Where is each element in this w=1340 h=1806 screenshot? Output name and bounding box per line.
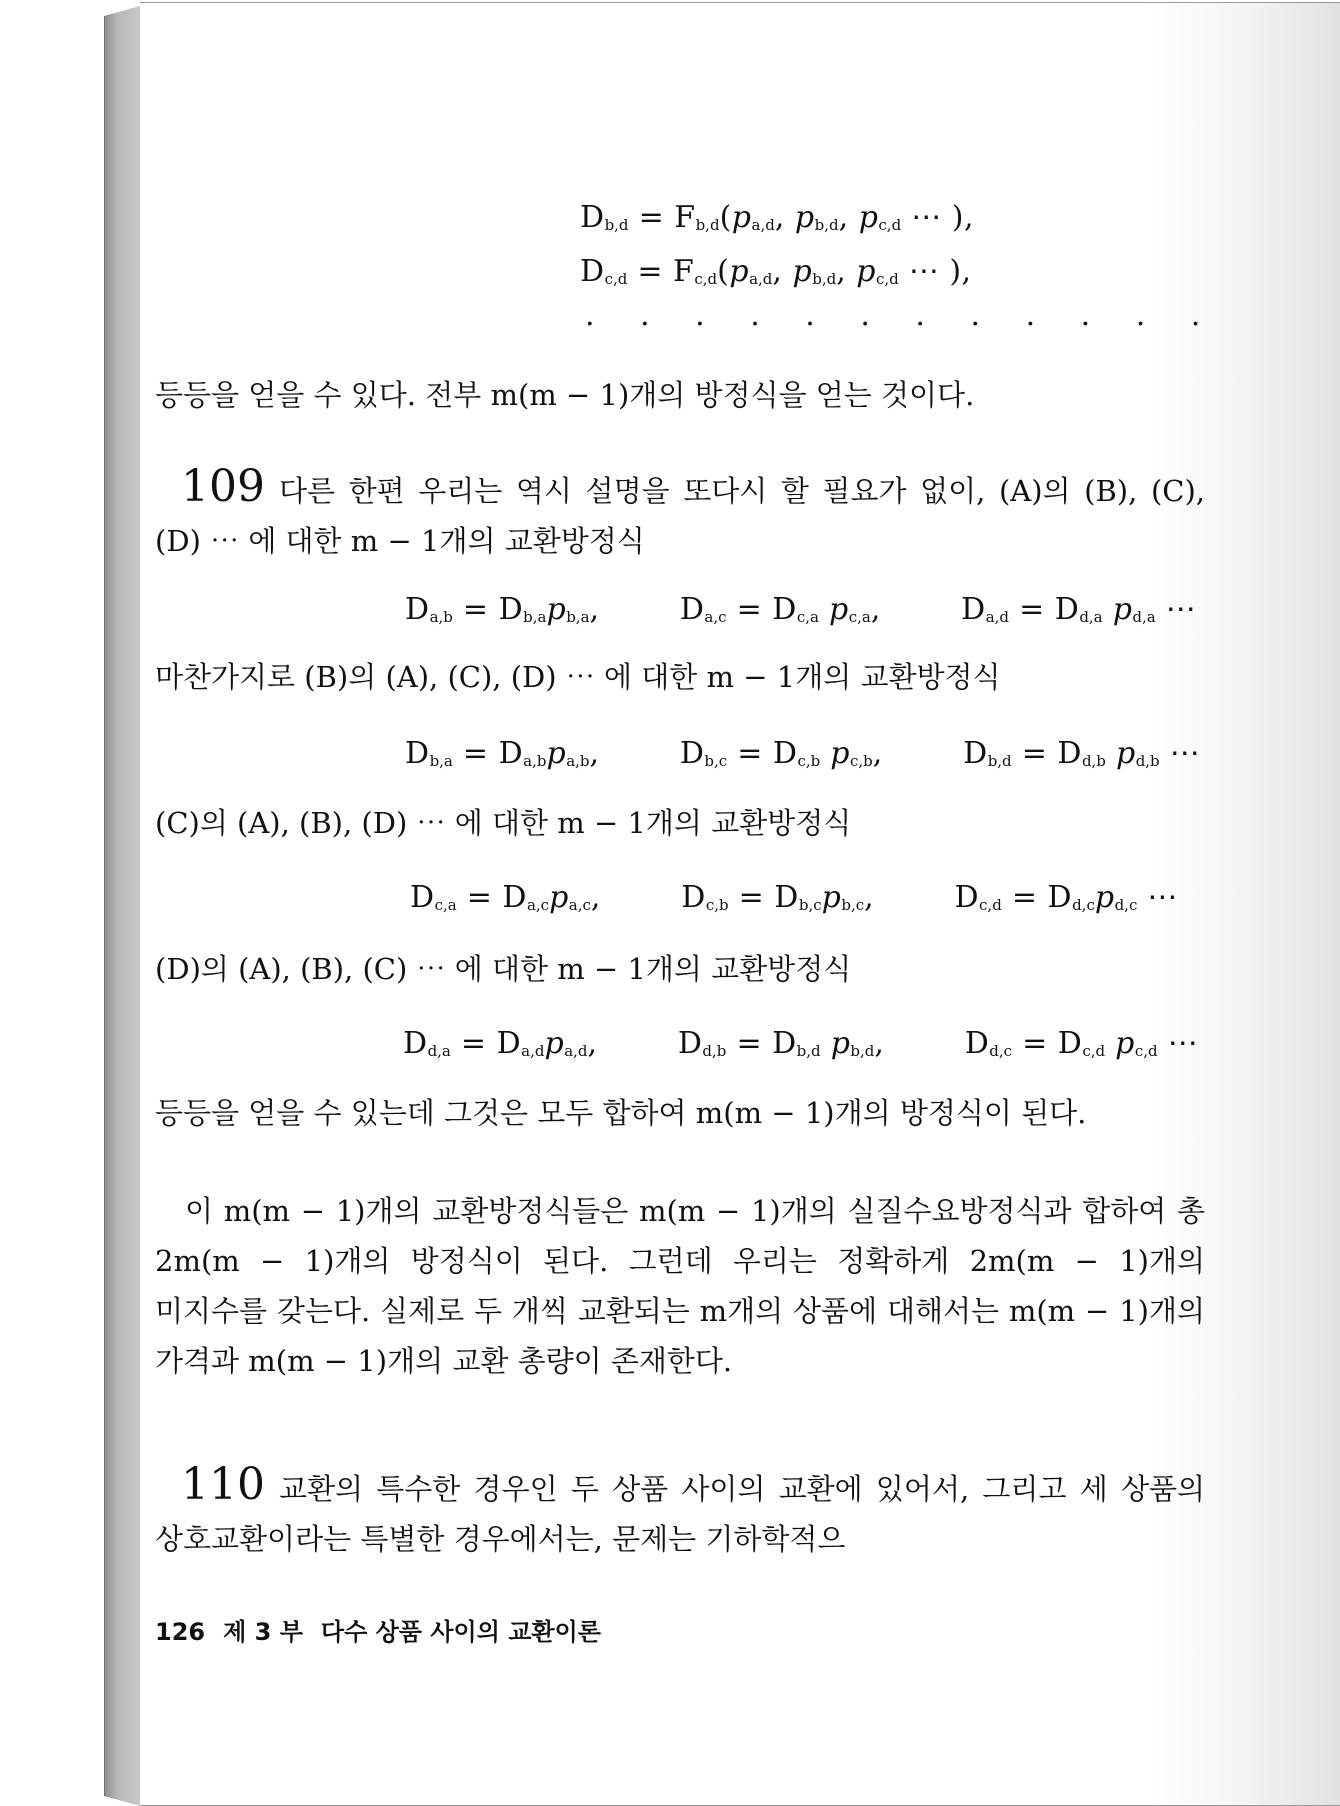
equation-dcd: $D_{c,d} = F_{c,d}(p_{a,d}$, $p_{b,d}$, $p_{c,d}$ ⋯ ),	[580, 254, 972, 289]
equation-row-a: $D_{a,b} = D_{b,a}p_{b,a}$, $D_{a,c} = D_{c,a}$ $p_{c,a}$, $D_{a,d} = D_{d,a}$ $p_{d,a}$ ⋯	[405, 592, 1197, 627]
part-label: 제 3 부	[223, 1618, 303, 1646]
equation-ellipsis: . . . . . . . . . . . .	[585, 298, 1219, 333]
section-number: 109	[181, 461, 265, 512]
section-number: 110	[181, 1459, 265, 1510]
equation-dbd: $D_{b,d} = F_{b,d}(p_{a,d}$, $p_{b,d}$, $p_{c,d}$ ⋯ ),	[580, 200, 974, 235]
paragraph-c: (C)의 (A), (B), (D) ⋯ 에 대한 m − 1개의 교환방정식	[155, 806, 852, 840]
paragraph-summary: 등등을 얻을 수 있는데 그것은 모두 합하여 m(m − 1)개의 방정식이 된다.	[155, 1096, 1087, 1130]
paragraph-b: 마찬가지로 (B)의 (A), (C), (D) ⋯ 에 대한 m − 1개의 교환방정식	[155, 660, 1001, 694]
paragraph-unknowns: 이 m(m − 1)개의 교환방정식들은 m(m − 1)개의 실질수요방정식과 합하여 총 2m(m − 1)개의 방정식이 된다. 그런데 우리는 정확하게 2m(m − 1)개의 미지수를 갖는다. 실제로 두 개씩 교환되는 m개의 상품에 대해서는 m(m − 1)개의 가격과 m(m − 1)개의 교환 총량이 존재한다.	[155, 1194, 1205, 1378]
chapter-title: 다수 상품 사이의 교환이론	[320, 1618, 601, 1646]
paragraph-intro: 등등을 얻을 수 있다. 전부 m(m − 1)개의 방정식을 얻는 것이다.	[155, 378, 975, 412]
equation-row-d: $D_{d,a} = D_{a,d}p_{a,d}$, $D_{d,b} = D_{b,d}$ $p_{b,d}$, $D_{d,c} = D_{c,d}$ $p_{c,d}$ ⋯	[403, 1026, 1199, 1061]
paragraph-d: (D)의 (A), (B), (C) ⋯ 에 대한 m − 1개의 교환방정식	[155, 952, 852, 986]
page-footer	[155, 1612, 619, 1647]
section-text: 교환의 특수한 경우인 두 상품 사이의 교환에 있어서, 그리고 세 상품의 상호교환이라는 특별한 경우에서는, 문제는 기하학적으	[155, 1472, 1205, 1556]
equation-row-c: $D_{c,a} = D_{a,c}p_{a,c}$, $D_{c,b} = D_{b,c}p_{b,c}$, $D_{c,d} = D_{d,c}p_{d,c}$ ⋯	[410, 880, 1178, 915]
equation-row-b: $D_{b,a} = D_{a,b}p_{a,b}$, $D_{b,c} = D_{c,b}$ $p_{c,b}$, $D_{b,d} = D_{d,b}$ $p_{d,b}$ ⋯	[405, 736, 1201, 771]
section-109	[155, 462, 1205, 566]
section-text: 다른 한편 우리는 역시 설명을 또다시 할 필요가 없이, (A)의 (B), (C), (D) ⋯ 에 대한 m − 1개의 교환방정식	[155, 474, 1205, 558]
section-110	[155, 1460, 1205, 1564]
book-spine	[104, 6, 141, 1806]
page-number: 126	[155, 1618, 206, 1646]
